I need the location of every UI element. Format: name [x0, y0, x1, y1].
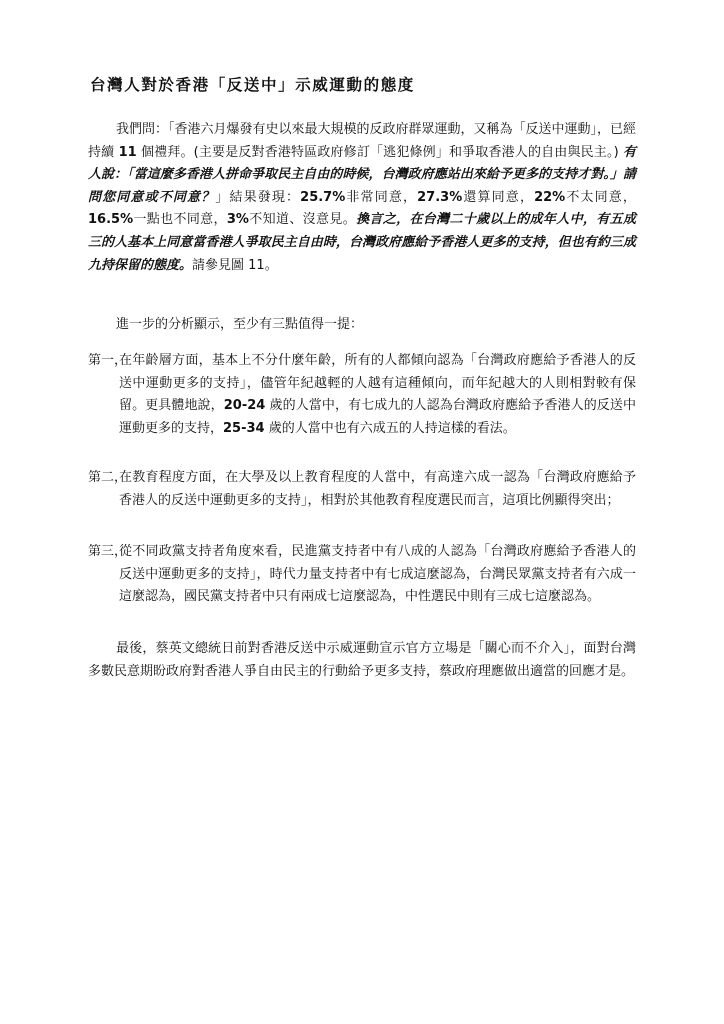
point-text: 在教育程度方面，在大學及以上教育程度的人當中，有高達六成一認為「台灣政府應給予香港人的反送中運動更多的支持」，相對於其他教育程度選民而言，這項比例顯得突出； [119, 470, 636, 508]
somewhat-disagree-pct: 22% [534, 189, 566, 205]
point-text-part: 在年齡層方面，基本上不分什麼年齡，所有的人都傾向認為「台灣政府應給予香港人的反送中運動更多的支持」，儘管年紀越輕的人越有這種傾向，而年紀越大的人則相對較有保留。更具體地說， [119, 353, 636, 414]
point-party [88, 541, 636, 609]
point-education [88, 467, 636, 512]
point-text [119, 350, 636, 440]
document-title: 台灣人對於香港「反送中」示威運動的態度 [90, 76, 415, 94]
question-intro: 我們問：「香港六月爆發有史以來最大規模的反政府群眾運動，又稱為「反送中運動」，已經持續 [88, 122, 637, 160]
somewhat-agree-pct: 27.3% [417, 189, 463, 205]
strongly-agree-pct: 25.7% [300, 189, 346, 205]
point-marker: 第三， [88, 544, 128, 559]
somewhat-agree-label: 還算同意， [462, 189, 535, 205]
strongly-disagree-label: 一點也不同意， [133, 212, 227, 228]
figure-reference: 請參見圖 11。 [192, 257, 278, 273]
point-marker: 第一， [88, 353, 128, 368]
point-text-part: 歲的人當中也有六成五的人持這樣的看法。 [264, 420, 516, 436]
analysis-intro-paragraph: 進一步的分析顯示，至少有三點值得一提： [116, 317, 364, 332]
age-range-25-34: 25-34 [223, 420, 265, 436]
question-context: 個禮拜。(主要是反對香港特區政府修訂「逃犯條例」和爭取香港人的自由與民主。) [136, 144, 623, 160]
survey-question: 有人說：「當這麼多香港人拼命爭取民主自由的時候，台灣政府應站出來給予更多的支持才對。」請問您同意或不同意？ [88, 144, 636, 205]
result-lead: 」結果發現： [215, 189, 301, 205]
closing-paragraph: 最後，蔡英文總統日前對香港反送中示威運動宣示官方立場是「關心而不介入」，面對台灣多數民意期盼政府對香港人爭自由民主的行動給予更多支持，蔡政府理應做出適當的回應才是。 [88, 641, 636, 679]
somewhat-disagree-label: 不太同意， [565, 189, 636, 205]
weeks-count: 11 [118, 144, 137, 160]
strongly-disagree-pct: 16.5% [88, 212, 134, 228]
point-text: 從不同政黨支持者角度來看，民進黨支持者中有八成的人認為「台灣政府應給予香港人的反送中運動更多的支持」，時代力量支持者中有七成這麼認為，台灣民眾黨支持者有六成一這麼認為，國民黨支持者中只有兩成七這麼認為，中性選民中則有三成七這麼認為。 [119, 544, 636, 605]
strongly-agree-label: 非常同意， [345, 189, 418, 205]
point-age [88, 350, 636, 440]
no-opinion-pct: 3% [226, 212, 249, 228]
no-opinion-label: 不知道、沒意見。 [248, 212, 357, 228]
point-text-part: 歲的人當中，有七成九的人認為台灣政府應給予香港人的反送中運動更多的支持， [119, 398, 636, 436]
survey-result-paragraph [88, 119, 636, 277]
point-marker: 第二， [88, 470, 128, 485]
age-range-20-24: 20-24 [223, 398, 266, 414]
conclusion-text: 換言之，在台灣二十歲以上的成年人中，有五成三的人基本上同意當香港人爭取民主自由時，台灣政府應給予香港人更多的支持，但也有約三成九持保留的態度。 [88, 212, 636, 273]
